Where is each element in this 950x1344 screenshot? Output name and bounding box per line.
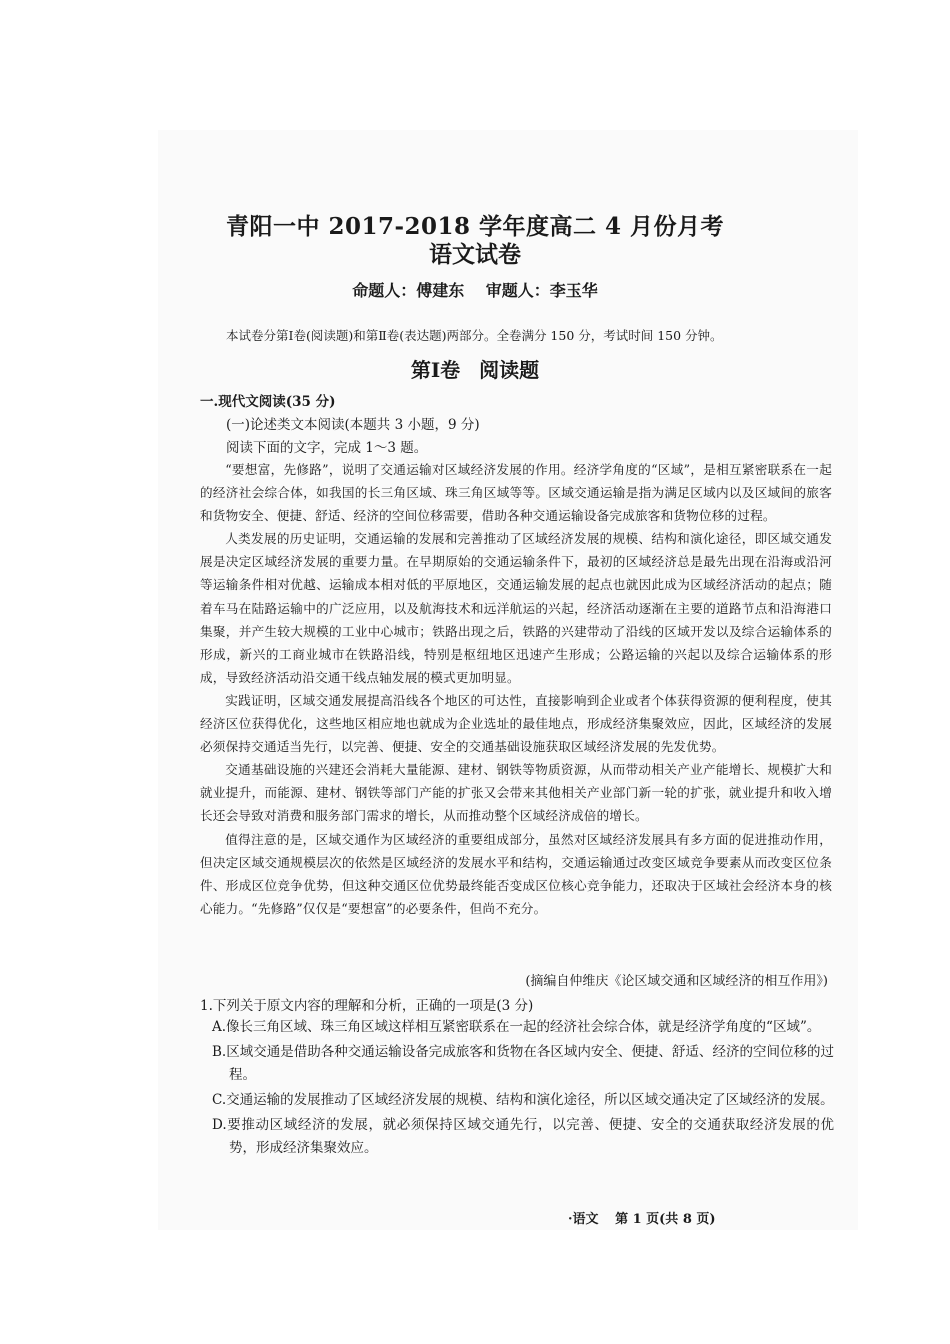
article-source: (摘编自仲维庆《论区域交通和区域经济的相互作用》): [525, 974, 828, 989]
option-a: A.像长三角区域、珠三角区域这样相互紧密联系在一起的经济社会综合体，就是经济学角度的“区域”。: [212, 1019, 821, 1035]
footer-subject: ·语文: [568, 1212, 599, 1227]
page-footer: [568, 1208, 728, 1227]
article-paragraph: 人类发展的历史证明，交通运输的发展和完善推动了区域经济发展的规模、结构和演化途径，即区域交通发展是决定区域经济发展的重要力量。在早期原始的交通运输条件下，最初的区域经济总是最先出现在沿海或沿河等运输条件相对优越、运输成本相对低的平原地区，交通运输发展的起点也就因此成为区域经济活动的起点；随着车马在陆路运输中的广泛应用，以及航海技术和远洋航运的兴起，经济活动逐渐在主要的道路节点和沿海港口集聚，并产生较大规模的工业中心城市；铁路出现之后，铁路的兴建带动了沿线的区域开发以及综合运输体系的形成，新兴的工商业城市在铁路沿线，特别是枢纽地区迅速产生形成；公路运输的兴起以及综合运输体系的形成，导致经济活动沿交通干线点轴发展的模式更加明显。: [200, 531, 832, 685]
reading-instruction: 阅读下面的文字，完成 1～3 题。: [226, 440, 428, 456]
exam-intro: 本试卷分第Ⅰ卷(阅读题)和第Ⅱ卷(表达题)两部分。全卷满分 150 分，考试时间 150 分钟。: [226, 328, 723, 343]
volume-title: [0, 354, 950, 383]
footer-page-number: 第 1 页(共 8 页): [615, 1212, 716, 1227]
article-paragraph: 值得注意的是，区域交通作为区域经济的重要组成部分，虽然对区域经济发展具有多方面的促进推动作用，但决定区域交通规模层次的依然是区域经济的发展水平和结构，交通运输通过改变区域竞争要素从而改变区位条件、形成区位竞争优势，但这种交通区位优势最终能否变成区位核心竞争能力，还取决于区域社会经济本身的核心能力。“先修路”仅仅是“要想富”的必要条件，但尚不充分。: [200, 831, 832, 916]
volume-label: 阅读题: [479, 358, 540, 382]
article-paragraph: 交通基础设施的兴建还会消耗大量能源、建材、钢铁等物质资源，从而带动相关产业产能增长、规模扩大和就业提升，而能源、建材、钢铁等部门产能的扩张又会带来其他相关产业部门新一轮的扩张，就业提升和收入增长还会导致对消费和服务部门需求的增长，从而推动整个区域经济成倍的增长。: [200, 762, 832, 824]
part-sub-heading: (一)论述类文本阅读(本题共 3 小题，9 分): [226, 417, 480, 433]
authors-line: [0, 278, 950, 301]
question-stem: 1.下列关于原文内容的理解和分析，正确的一项是(3 分): [200, 998, 534, 1014]
volume-name: 第Ⅰ卷: [410, 358, 461, 382]
part-heading: 一.现代文阅读(35 分): [200, 394, 336, 410]
article-paragraph: 实践证明，区域交通发展提高沿线各个地区的可达性，直接影响到企业或者个体获得资源的便利程度，使其经济区位获得优化，这些地区相应地也就成为企业选址的最佳地点，形成经济集聚效应，因此，区域经济的发展必须保持交通适当先行，以完善、便捷、安全的交通基础设施获取区域经济发展的先发优势。: [200, 692, 832, 755]
reviewer: 审题人：李玉华: [485, 281, 598, 300]
option-b: B.区域交通是借助各种交通运输设备完成旅客和货物在各区域内安全、便捷、舒适、经济的空间位移的过程。: [212, 1044, 834, 1083]
exam-subtitle: 语文试卷: [429, 241, 521, 268]
article-paragraph: “要想富，先修路”，说明了交通运输对区域经济发展的作用。经济学角度的“区域”，是相互紧密联系在一起的经济社会综合体，如我国的长三角区域、珠三角区域等等。区域交通运输是指为满足区域内以及区域间的旅客和货物安全、便捷、舒适、经济的空间位移需要，借助各种交通运输设备完成旅客和货物位移的过程。: [200, 462, 832, 524]
option-c: C.交通运输的发展推动了区域经济发展的规模、结构和演化途径，所以区域交通决定了区域经济的发展。: [212, 1092, 834, 1108]
question-options: [212, 1016, 834, 1162]
exam-title: 青阳一中 2017-2018 学年度高二 4 月份月考: [225, 213, 725, 240]
author: 命题人：傅建东: [352, 281, 465, 300]
option-d: D.要推动区域经济的发展，就必须保持区域交通先行，以完善、便捷、安全的交通获取经济发展的优势，形成经济集聚效应。: [212, 1117, 834, 1156]
article-text: [200, 458, 832, 920]
